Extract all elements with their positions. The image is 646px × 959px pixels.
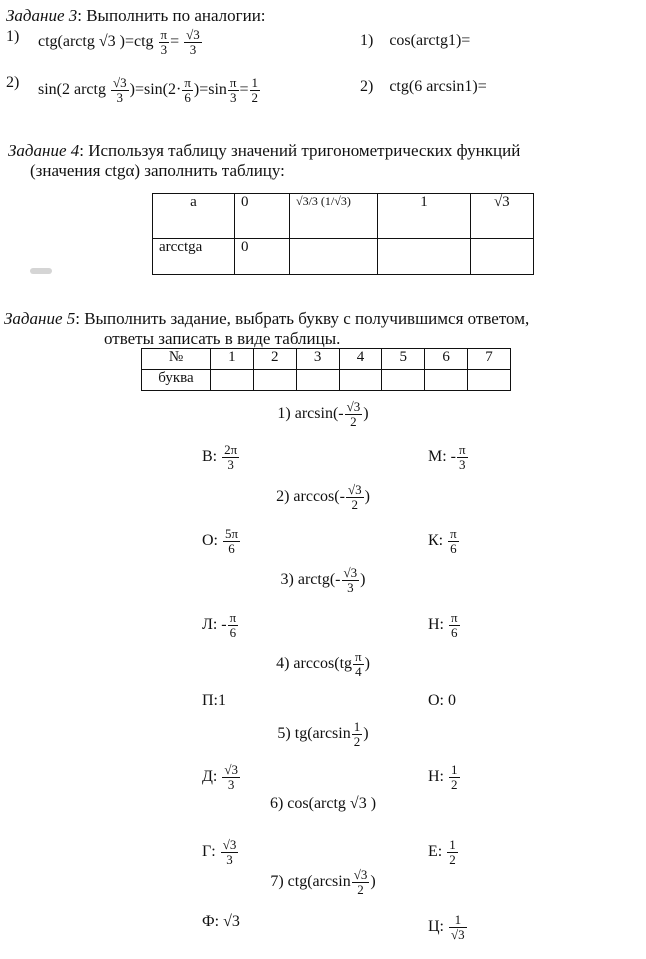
question-fraction xyxy=(345,400,363,428)
table-row xyxy=(142,370,511,391)
frac-num: π xyxy=(229,610,237,625)
frac-den: 6 xyxy=(229,624,237,640)
frac-den: 6 xyxy=(228,540,235,556)
frac-num: √3 xyxy=(353,867,368,882)
option-letter: Н: xyxy=(428,615,444,633)
table-cell: буква xyxy=(142,370,211,391)
frac-den: 2 xyxy=(251,89,259,105)
task5-subheading: ответы записать в виде таблицы. xyxy=(104,329,341,348)
table-cell: √3/3 (1/√3) xyxy=(290,194,378,239)
frac-den: 2 xyxy=(350,413,357,429)
table-row xyxy=(153,194,534,239)
table-cell: 4 xyxy=(339,349,382,370)
frac-num: π xyxy=(229,75,237,90)
task3-example2-expr-a: sin(2 arctg xyxy=(38,80,106,98)
task3-example1-frac2 xyxy=(184,28,202,56)
option-fraction xyxy=(228,611,239,639)
frac-num: √3 xyxy=(222,837,237,852)
task4-heading-label: Задание 4 xyxy=(8,141,80,160)
question-text: 1) arcsin(- xyxy=(277,404,344,422)
task3-exercise1 xyxy=(360,32,470,50)
problem-6-question xyxy=(0,795,646,813)
frac-den: 3 xyxy=(459,456,466,472)
frac-num: π xyxy=(450,526,457,541)
problem-2-option-right xyxy=(428,527,460,555)
option-fraction xyxy=(449,611,460,639)
task5-heading-label: Задание 5 xyxy=(4,309,76,328)
question-text: 4) arccos(tg xyxy=(276,654,353,672)
frac-num: π xyxy=(355,649,362,664)
table-cell-empty[interactable] xyxy=(425,370,468,391)
problem-1-option-right xyxy=(428,443,469,471)
task3-example1-frac1 xyxy=(159,28,170,56)
table-cell-empty[interactable] xyxy=(378,239,470,275)
problem-5-option-left xyxy=(202,763,241,791)
task3-exercise1-text: cos(arctg1)= xyxy=(389,32,471,49)
frac-den: 3 xyxy=(189,41,197,57)
problem-7-question xyxy=(0,868,646,896)
task4-subheading: (значения ctgα) заполнить таблицу: xyxy=(30,161,285,180)
task3-heading-label: Задание 3 xyxy=(6,6,78,25)
task3-heading xyxy=(6,6,266,26)
task3-exercise2-number: 2) xyxy=(360,78,374,95)
scan-speck xyxy=(30,268,52,274)
task3-example2-expr-b: )=sin(2· xyxy=(129,80,182,98)
task4-heading-rest: : Используя таблицу значений тригонометрических функций xyxy=(79,141,521,160)
table-cell: 1 xyxy=(211,349,254,370)
table-cell: 1 xyxy=(378,194,470,239)
problem-5-question xyxy=(0,720,646,748)
task3-example2-expr-c: )=sin xyxy=(193,80,227,98)
option-text: П:1 xyxy=(202,692,226,709)
table-cell: 5 xyxy=(382,349,425,370)
question-fraction xyxy=(353,650,364,678)
table-cell-empty[interactable] xyxy=(468,370,511,391)
problem-1-question xyxy=(0,400,646,428)
frac-num: 1 xyxy=(451,762,458,777)
problem-1-option-left xyxy=(202,443,240,471)
option-fraction xyxy=(221,838,239,866)
option-fraction xyxy=(448,527,459,555)
problem-7-option-right xyxy=(428,913,468,941)
task3-example2 xyxy=(38,76,261,104)
frac-den: 3 xyxy=(347,579,354,595)
problem-3-question xyxy=(0,566,646,594)
task5-heading xyxy=(4,309,529,329)
frac-num: √3 xyxy=(224,762,238,777)
frac-den: 2 xyxy=(357,881,364,897)
table-cell: № xyxy=(142,349,211,370)
frac-den: 6 xyxy=(450,540,457,556)
frac-num: 5π xyxy=(225,526,239,541)
table-cell-empty[interactable] xyxy=(382,370,425,391)
table-cell: 7 xyxy=(468,349,511,370)
frac-num: √3 xyxy=(186,27,200,42)
problem-2-question xyxy=(0,483,646,511)
frac-num: π xyxy=(459,442,466,457)
task3-example2-number: 2) xyxy=(6,74,20,91)
option-letter: В: xyxy=(202,447,218,465)
option-letter: Е: xyxy=(428,842,443,860)
option-letter: К: xyxy=(428,531,444,549)
option-text: О: 0 xyxy=(428,692,456,709)
task3-example2-frac1 xyxy=(111,76,129,104)
frac-den: 6 xyxy=(451,624,458,640)
frac-den: 3 xyxy=(227,456,234,472)
question-text: 7) ctg(arcsin xyxy=(270,872,351,890)
option-fraction xyxy=(222,443,239,471)
frac-den: 3 xyxy=(227,776,235,792)
task4-table xyxy=(152,193,534,275)
frac-num: 1 xyxy=(353,719,361,734)
option-letter: Ц: xyxy=(428,917,444,935)
question-text: 5) tg(arcsin xyxy=(277,724,351,742)
table-cell: arcctga xyxy=(153,239,235,275)
frac-num: 1 xyxy=(449,837,456,852)
question-text: 6) cos(arctg √3 ) xyxy=(269,795,377,812)
problem-2-option-left xyxy=(202,527,241,555)
option-letter: М: xyxy=(428,447,447,465)
table-cell-empty[interactable] xyxy=(339,370,382,391)
question-fraction xyxy=(352,720,363,748)
option-letter: Г: xyxy=(202,842,216,860)
table-cell: 3 xyxy=(296,349,339,370)
option-letter: О: xyxy=(202,531,218,549)
table-cell: 0 xyxy=(235,194,290,239)
problem-4-option-left xyxy=(202,692,226,710)
frac-den: 3 xyxy=(226,851,233,867)
frac-num: π xyxy=(160,27,168,42)
frac-den: 3 xyxy=(229,89,237,105)
table-cell-empty[interactable] xyxy=(253,370,296,391)
task3-example2-frac4 xyxy=(250,76,261,104)
task5-answer-table xyxy=(141,348,511,391)
frac-den: 2 xyxy=(451,776,458,792)
question-text: 2) arccos(- xyxy=(276,487,345,505)
table-cell: 0 xyxy=(235,239,290,275)
frac-num: 2π xyxy=(224,442,238,457)
question-close: ) xyxy=(363,404,369,422)
problem-7-option-left xyxy=(202,913,240,931)
frac-num: √3 xyxy=(347,482,362,497)
task3-example1-expr: ctg(arctg √3 )=ctg xyxy=(38,32,154,50)
frac-num: √3 xyxy=(343,565,358,580)
equals: = xyxy=(170,32,180,50)
option-fraction xyxy=(457,443,468,471)
option-fraction xyxy=(449,763,460,791)
problem-3-option-right xyxy=(428,611,461,639)
task3-example2-expr-d: = xyxy=(239,80,249,98)
problem-5-option-right xyxy=(428,763,461,791)
question-fraction xyxy=(352,868,370,896)
problem-4-question xyxy=(0,650,646,678)
frac-den: 2 xyxy=(353,733,361,749)
frac-num: π xyxy=(184,75,191,90)
question-close: ) xyxy=(364,487,370,505)
question-text: 3) arctg(- xyxy=(280,570,341,588)
frac-den: √3 xyxy=(451,926,465,942)
frac-num: π xyxy=(451,610,458,625)
question-fraction xyxy=(342,566,360,594)
table-row xyxy=(153,239,534,275)
frac-den: 2 xyxy=(449,851,456,867)
question-close: ) xyxy=(363,724,369,742)
question-close: ) xyxy=(364,654,370,672)
task3-heading-rest: : Выполнить по аналогии: xyxy=(77,6,266,25)
table-cell-empty[interactable] xyxy=(290,239,378,275)
problem-6-option-right xyxy=(428,838,459,866)
frac-num: 1 xyxy=(449,913,467,928)
option-fraction xyxy=(449,913,467,941)
frac-den: 3 xyxy=(160,41,168,57)
table-cell-empty[interactable] xyxy=(211,370,254,391)
task4-heading xyxy=(8,141,520,161)
table-cell: √3 xyxy=(470,194,533,239)
frac-num: 1 xyxy=(251,75,259,90)
option-fraction xyxy=(223,527,240,555)
table-cell: 6 xyxy=(425,349,468,370)
task3-example1 xyxy=(38,28,203,56)
task3-exercise2 xyxy=(360,78,487,96)
task3-example2-frac2 xyxy=(182,76,193,104)
option-sign: - xyxy=(221,615,227,633)
question-fraction xyxy=(346,483,364,511)
frac-num: √3 xyxy=(112,75,127,90)
option-letter: Н: xyxy=(428,767,444,785)
table-cell-empty[interactable] xyxy=(470,239,533,275)
task5-heading-rest: : Выполнить задание, выбрать букву с получившимся ответом, xyxy=(75,309,530,328)
problem-4-option-right xyxy=(428,692,456,710)
problem-3-option-left xyxy=(202,611,239,639)
frac-den: 2 xyxy=(351,496,358,512)
option-fraction xyxy=(447,838,458,866)
task3-example1-number: 1) xyxy=(6,28,20,45)
table-row xyxy=(142,349,511,370)
table-cell-empty[interactable] xyxy=(296,370,339,391)
task3-exercise1-number: 1) xyxy=(360,32,374,49)
option-letter: Д: xyxy=(202,767,218,785)
task3-example2-frac3 xyxy=(228,76,239,104)
option-sign: - xyxy=(450,447,456,465)
task3-exercise2-text: ctg(6 arcsin1)= xyxy=(389,78,487,95)
table-cell: 2 xyxy=(253,349,296,370)
frac-num: √3 xyxy=(346,399,361,414)
option-fraction xyxy=(222,763,240,791)
frac-den: 6 xyxy=(184,89,191,105)
frac-den: 4 xyxy=(355,663,362,679)
question-close: ) xyxy=(360,570,366,588)
table-cell: a xyxy=(153,194,235,239)
frac-den: 3 xyxy=(116,89,124,105)
option-text: Ф: √3 xyxy=(202,913,240,930)
option-letter: Л: xyxy=(202,615,218,633)
question-close: ) xyxy=(370,872,376,890)
problem-6-option-left xyxy=(202,838,239,866)
